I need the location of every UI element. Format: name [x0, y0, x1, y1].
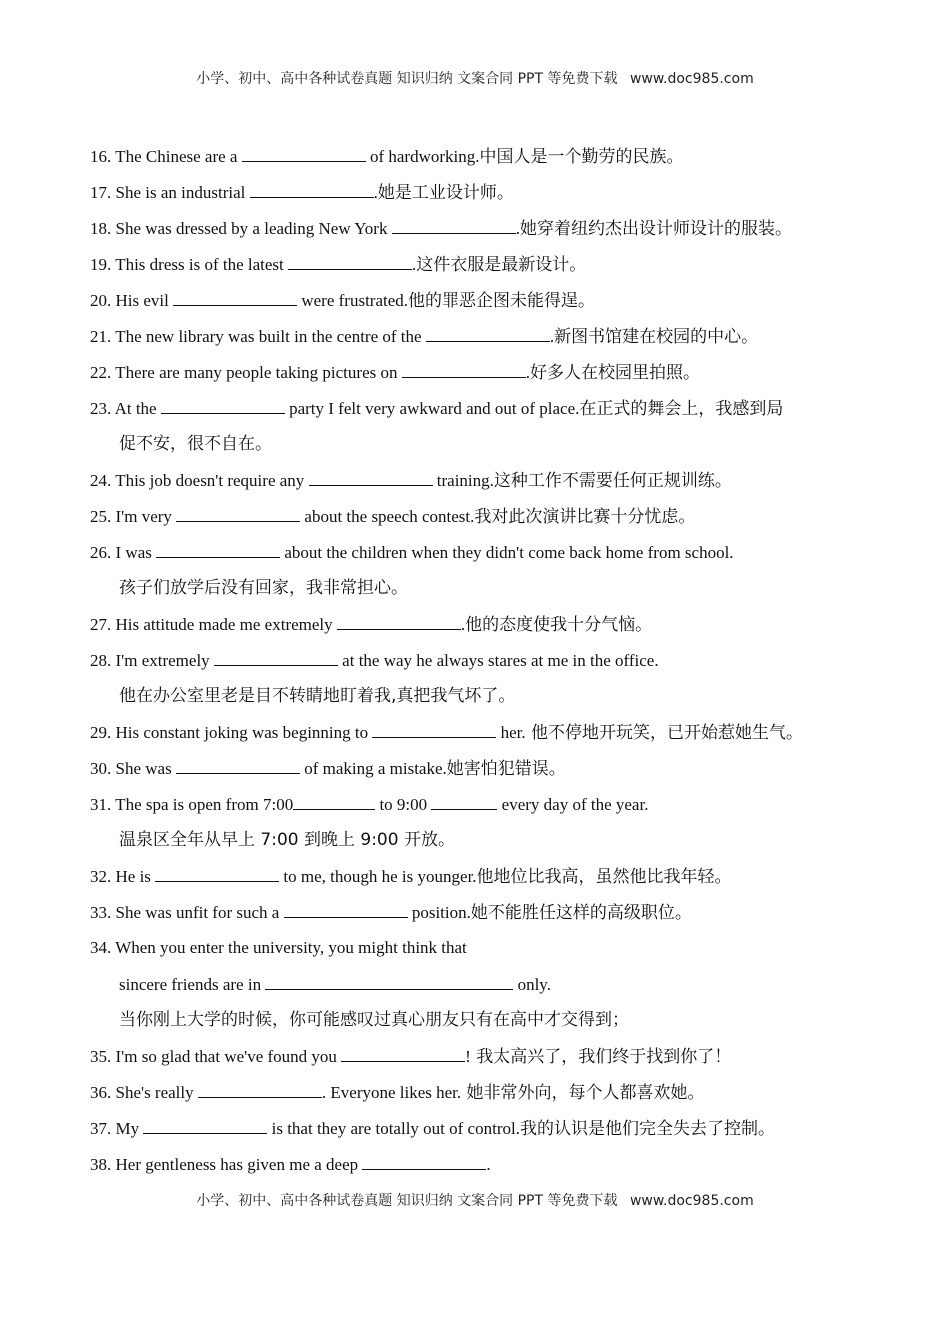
answer-blank[interactable]	[161, 395, 285, 414]
answer-blank[interactable]	[392, 215, 516, 234]
page-header	[0, 68, 950, 88]
footer-url: www.doc985.com	[629, 1193, 754, 1209]
exercise-item-31: 31. The spa is open from 7:00 to 9:00 every day of the year.	[90, 791, 890, 827]
answer-blank[interactable]	[155, 863, 279, 882]
exercise-item-26-translation: 孩子们放学后没有回家，我非常担心。	[119, 578, 408, 598]
page-footer	[0, 1190, 950, 1210]
exercise-item-29: 29. His constant joking was beginning to her. 他不停地开玩笑，已开始惹她生气。	[90, 719, 890, 755]
exercise-item-36: 36. She's really . Everyone likes her. 她非常外向，每个人都喜欢她。	[90, 1079, 890, 1115]
answer-blank[interactable]	[173, 287, 297, 306]
exercise-item-24: 24. This job doesn't require any training.这种工作不需要任何正规训练。	[90, 467, 890, 503]
exercise-item-23-translation: 促不安，很不自在。	[119, 434, 272, 454]
answer-blank[interactable]	[426, 323, 550, 342]
exercise-list	[90, 143, 890, 1187]
exercise-item-28: 28. I'm extremely at the way he always stares at me in the office.	[90, 647, 890, 683]
answer-blank[interactable]	[143, 1115, 267, 1134]
answer-blank[interactable]	[431, 791, 497, 810]
exercise-item-28-translation: 他在办公室里老是目不转睛地盯着我,真把我气坏了。	[119, 686, 516, 706]
exercise-item-34-line2: sincere friends are in only.	[90, 971, 890, 1007]
answer-blank[interactable]	[309, 467, 433, 486]
answer-blank[interactable]	[288, 251, 412, 270]
exercise-item-30: 30. She was of making a mistake.她害怕犯错误。	[90, 755, 890, 791]
exercise-item-33: 33. She was unfit for such a position.她不能胜任这样的高级职位。	[90, 899, 890, 935]
answer-blank[interactable]	[156, 539, 280, 558]
exercise-item-23: 23. At the party I felt very awkward and out of place.在正式的舞会上，我感到局	[90, 395, 890, 431]
answer-blank[interactable]	[242, 143, 366, 162]
exercise-item-25: 25. I'm very about the speech contest.我对此次演讲比赛十分忧虑。	[90, 503, 890, 539]
exercise-item-18: 18. She was dressed by a leading New York .她穿着纽约杰出设计师设计的服装。	[90, 215, 890, 251]
exercise-item-31-translation: 温泉区全年从早上 7:00 到晚上 9:00 开放。	[119, 830, 455, 850]
header-url: www.doc985.com	[629, 71, 754, 87]
answer-blank[interactable]	[362, 1151, 486, 1170]
exercise-item-38: 38. Her gentleness has given me a deep .	[90, 1151, 890, 1187]
answer-blank[interactable]	[293, 791, 375, 810]
footer-text: 小学、初中、高中各种试卷真题 知识归纳 文案合同 PPT 等免费下载	[196, 1193, 618, 1209]
exercise-item-27: 27. His attitude made me extremely .他的态度使我十分气恼。	[90, 611, 890, 647]
exercise-item-32: 32. He is to me, though he is younger.他地位比我高，虽然他比我年轻。	[90, 863, 890, 899]
exercise-item-21: 21. The new library was built in the centre of the .新图书馆建在校园的中心。	[90, 323, 890, 359]
exercise-item-19: 19. This dress is of the latest .这件衣服是最新设计。	[90, 251, 890, 287]
exercise-item-34-translation: 当你刚上大学的时候，你可能感叹过真心朋友只有在高中才交得到；	[119, 1010, 629, 1030]
answer-blank[interactable]	[402, 359, 526, 378]
answer-blank[interactable]	[250, 179, 374, 198]
exercise-item-20: 20. His evil were frustrated.他的罪恶企图未能得逞。	[90, 287, 890, 323]
exercise-item-17: 17. She is an industrial .她是工业设计师。	[90, 179, 890, 215]
exercise-item-26: 26. I was about the children when they didn't come back home from school.	[90, 539, 890, 575]
answer-blank[interactable]	[341, 1043, 465, 1062]
exercise-item-22: 22. There are many people taking pictures on .好多人在校园里拍照。	[90, 359, 890, 395]
header-text: 小学、初中、高中各种试卷真题 知识归纳 文案合同 PPT 等免费下载	[196, 71, 618, 87]
answer-blank[interactable]	[176, 755, 300, 774]
exercise-item-16: 16. The Chinese are a of hardworking.中国人是一个勤劳的民族。	[90, 143, 890, 179]
answer-blank[interactable]	[198, 1079, 322, 1098]
answer-blank[interactable]	[372, 719, 496, 738]
exercise-item-35: 35. I'm so glad that we've found you ! 我太高兴了，我们终于找到你了！	[90, 1043, 890, 1079]
answer-blank[interactable]	[337, 611, 461, 630]
exercise-item-37: 37. My is that they are totally out of control.我的认识是他们完全失去了控制。	[90, 1115, 890, 1151]
answer-blank[interactable]	[265, 971, 513, 990]
answer-blank[interactable]	[176, 503, 300, 522]
answer-blank[interactable]	[214, 647, 338, 666]
answer-blank[interactable]	[284, 899, 408, 918]
exercise-item-34: 34. When you enter the university, you might think that	[90, 938, 467, 957]
